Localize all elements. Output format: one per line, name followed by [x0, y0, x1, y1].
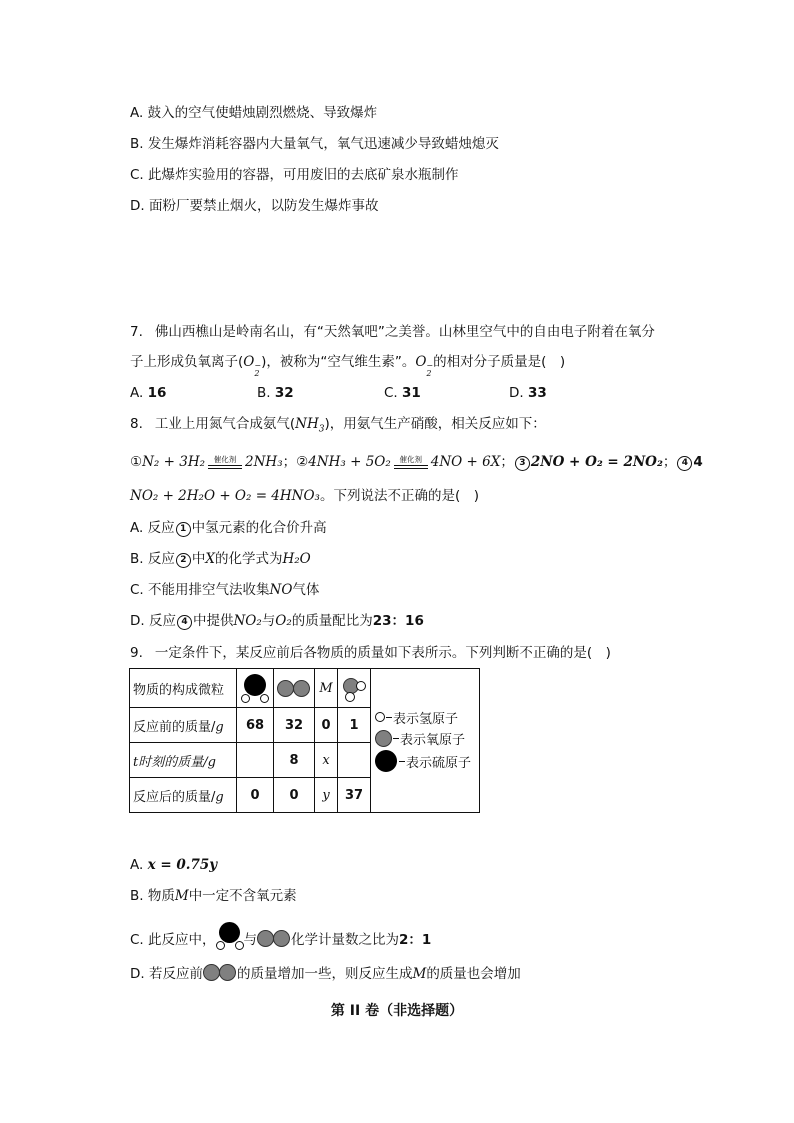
q9-option-d-text1: D. 若反应前	[130, 966, 203, 982]
q8-stem-line3	[130, 486, 479, 506]
section-title: 第 II 卷（非选择题）	[330, 1003, 464, 1019]
q8-option-a	[130, 518, 327, 538]
oxygen-atom-icon	[375, 730, 392, 747]
q7-text2b: )，被称为“空气维生素”。	[261, 354, 416, 370]
q8-reaction3-number: 3	[515, 456, 530, 471]
q8-option-b-formula: H₂O	[282, 551, 311, 567]
q7-ion-sub-2: 2	[426, 369, 432, 378]
q8-equals-sign-2	[394, 465, 428, 469]
q7-option-b-value: 32	[274, 385, 294, 401]
q8-nh3	[295, 416, 325, 435]
q7-option-d-letter: D.	[509, 385, 524, 401]
q8-option-b-text1: B. 反应	[130, 551, 175, 567]
q9-option-b	[130, 886, 297, 906]
q9-cell	[338, 743, 371, 778]
o2-molecule-icon	[203, 963, 237, 981]
q8-option-d-text2: 中提供	[192, 613, 234, 629]
q9-row-t-var: t时刻的质量/	[133, 754, 208, 770]
q8-reaction3: 2NO + O₂ = 2NO₂	[530, 454, 663, 470]
q8-option-d-text3: 与	[261, 613, 276, 629]
q9-cell-y: y	[315, 778, 338, 813]
q8-reactions-line	[130, 452, 703, 472]
q9-mass-table	[129, 668, 480, 813]
legend-sulfur-label: 表示硫原子	[406, 756, 472, 771]
q9-o2-molecule-cell	[274, 669, 315, 708]
q7-option-a-value: 16	[147, 385, 167, 401]
legend-dash	[386, 717, 392, 718]
q9-option-a-letter: A.	[130, 857, 144, 873]
oxygen-atom-icon	[219, 964, 236, 981]
q9-row-unit: g	[215, 719, 224, 735]
q7-option-a	[130, 383, 257, 403]
q9-legend-cell	[371, 669, 480, 813]
q9-cell: 68	[237, 708, 274, 743]
q7-stem-line2	[130, 352, 565, 378]
q8-option-c-formula: NO	[269, 582, 293, 598]
q9-row-label	[130, 778, 237, 813]
q7-ion-symbol: O	[243, 354, 255, 370]
q8-reaction1-number: ①	[130, 454, 143, 470]
q7-option-b-letter: B.	[257, 385, 271, 401]
q9-option-c	[130, 922, 431, 952]
q9-option-c-text3: 化学计量数之比为	[291, 932, 400, 948]
q8-option-d-text1: D. 反应	[130, 613, 176, 629]
q7-text2a: 子上形成负氧离子(	[130, 354, 244, 370]
q9-cell: 1	[338, 708, 371, 743]
q8-number: 8.	[130, 416, 143, 432]
q8-sep-1: ；	[282, 454, 297, 470]
oxygen-atom-icon	[257, 930, 274, 947]
q6-option-c: C. 此爆炸实验用的容器，可用废旧的去底矿泉水瓶制作	[130, 167, 459, 183]
q9-cell: 32	[274, 708, 315, 743]
q9-h2o-molecule-cell	[338, 669, 371, 708]
legend-sulfur	[375, 749, 475, 775]
q8-catalyst-label-1: 催化剂	[213, 454, 237, 464]
q8-reaction1-condition	[208, 456, 242, 469]
q8-option-c	[130, 580, 319, 600]
legend-oxygen	[375, 728, 475, 749]
o2-molecule-icon	[277, 679, 311, 697]
q8-option-a-text2: 中氢元素的化合价升高	[191, 520, 327, 536]
q9-cell-x: x	[315, 743, 338, 778]
q9-h2s-molecule-cell	[237, 669, 274, 708]
q9-option-c-text2: 与	[243, 932, 258, 948]
q8-sep-3: ；	[662, 454, 677, 470]
q8-option-b-text2: 中	[191, 551, 206, 567]
q9-option-d-text2: 的质量增加一些，则反应生成	[236, 966, 413, 982]
q7-option-c-value: 31	[402, 385, 421, 401]
q8-option-a-num: 1	[176, 522, 191, 537]
q7-options	[130, 383, 547, 403]
q9-row-label	[130, 708, 237, 743]
q8-option-d-ratio: 23：16	[372, 613, 424, 629]
q8-option-d-formula1: NO₂	[233, 613, 262, 629]
oxygen-ball	[375, 730, 392, 747]
q6-option-d: D. 面粉厂要禁止烟火，以防发生爆炸事故	[130, 198, 379, 214]
q9-header-label: 物质的构成微粒	[130, 669, 237, 708]
q8-reaction2-products: 4NO + 6X	[430, 454, 501, 470]
hydrogen-atom-icon	[241, 694, 250, 703]
q8-option-b-text3: 的化学式为	[214, 551, 283, 567]
q9-cell: 0	[315, 708, 338, 743]
table-row-header	[130, 669, 480, 708]
sulfur-atom-icon	[219, 922, 240, 943]
h2s-molecule-icon	[216, 922, 244, 950]
q7-number: 7.	[130, 324, 143, 340]
q8-option-b-num: 2	[176, 553, 191, 568]
oxygen-atom-icon	[203, 964, 220, 981]
q7-ion-sup-2: −	[426, 361, 434, 370]
sulfur-atom-icon	[244, 674, 266, 696]
q8-reaction2-reactants: 4NH₃ + 5O₂	[308, 454, 391, 470]
q8-option-b-x: X	[205, 551, 215, 567]
q6-option-a: A. 鼓入的空气使蜡烛剧烈燃烧、导致爆炸	[130, 105, 378, 121]
q8-option-d-text4: 的质量配比为	[291, 613, 373, 629]
q9-option-b-m: M	[174, 888, 189, 904]
q7-text1: 佛山西樵山是岭南名山，有“天然氧吧”之美誉。山林里空气中的自由电子附着在氧分	[154, 324, 655, 340]
q9-row-unit: g	[215, 789, 224, 805]
q8-text1a: 工业上用氮气合成氨气(	[154, 416, 296, 432]
legend-oxygen-label: 表示氧原子	[400, 732, 466, 748]
q9-m-header: M	[315, 669, 338, 708]
q8-catalyst-label-2: 催化剂	[399, 454, 423, 464]
q7-ion-symbol-2: O	[415, 354, 427, 370]
legend-hydrogen	[375, 707, 475, 728]
q7-ion-sub: 2	[254, 369, 260, 378]
legend-dash	[393, 738, 399, 739]
hydrogen-atom-icon	[356, 681, 366, 691]
q8-nh3-sub: 3	[318, 424, 325, 435]
q9-cell: 37	[338, 778, 371, 813]
q7-ion-sup: −	[254, 361, 262, 370]
q7-option-a-letter: A.	[130, 385, 144, 401]
q9-number: 9.	[130, 645, 143, 661]
q8-reaction4-number: 4	[677, 456, 692, 471]
hydrogen-atom-icon	[216, 941, 225, 950]
q8-option-c-text2: 气体	[292, 582, 320, 598]
q9-row-label	[130, 743, 237, 778]
q7-option-d	[509, 383, 547, 403]
q7-option-c-letter: C.	[384, 385, 398, 401]
hydrogen-ball	[375, 712, 385, 722]
q9-option-d-text3: 的质量也会增加	[426, 966, 521, 982]
q7-ion-formula	[243, 354, 262, 378]
q8-option-d-num: 4	[177, 615, 192, 630]
h2o-molecule-icon	[341, 675, 367, 701]
oxygen-atom-icon	[293, 680, 310, 697]
q8-equals-sign-1	[208, 465, 242, 469]
q8-option-d	[130, 611, 424, 631]
q8-text3b: 。下列说法不正确的是( )	[319, 488, 479, 504]
q9-row-unit: g	[207, 754, 216, 770]
q9-option-d-m: M	[412, 966, 427, 982]
hydrogen-atom-icon	[260, 694, 269, 703]
q9-cell: 8	[274, 743, 315, 778]
q8-reaction1-products: 2NH₃	[245, 454, 283, 470]
sulfur-ball	[375, 750, 397, 772]
q7-option-c	[384, 383, 509, 403]
q9-option-a	[130, 855, 217, 875]
q7-option-b	[257, 383, 384, 403]
sulfur-atom-icon	[375, 750, 398, 773]
q8-reaction2-condition	[394, 456, 428, 469]
q9-option-b-text1: B. 物质	[130, 888, 175, 904]
q9-option-c-ratio: 2：1	[399, 932, 432, 948]
q8-stem-line1	[130, 414, 546, 440]
q9-stem	[130, 643, 611, 663]
q9-cell: 0	[274, 778, 315, 813]
oxygen-atom-icon	[273, 930, 290, 947]
hydrogen-atom-icon	[235, 941, 244, 950]
q9-row-label-text: 反应后的质量/	[133, 789, 216, 805]
hydrogen-atom-icon	[345, 692, 355, 702]
q8-nh3-main: NH	[295, 416, 319, 432]
q9-row-label-text: 反应前的质量/	[133, 719, 216, 735]
q8-text1b: )，用氨气生产硝酸，相关反应如下：	[324, 416, 546, 432]
q7-stem-line1	[130, 322, 655, 342]
q8-reaction4-coef: 4	[693, 454, 703, 470]
hydrogen-atom-icon	[375, 712, 385, 722]
q8-reaction1-reactants: N₂ + 3H₂	[142, 454, 206, 470]
oxygen-atom-icon	[277, 680, 294, 697]
legend-hydrogen-label: 表示氢原子	[393, 711, 459, 727]
q9-stem-text: 一定条件下，某反应前后各物质的质量如下表所示。下列判断不正确的是( )	[154, 645, 611, 661]
q9-cell	[237, 743, 274, 778]
q9-cell: 0	[237, 778, 274, 813]
q7-text2c: 的相对分子质量是( )	[433, 354, 566, 370]
q6-option-b: B. 发生爆炸消耗容器内大量氧气，氧气迅速减少导致蜡烛熄灭	[130, 136, 499, 152]
q9-option-a-formula: x = 0.75y	[147, 857, 218, 873]
q7-option-d-value: 33	[527, 385, 547, 401]
q8-option-b	[130, 549, 311, 569]
q8-option-c-text1: C. 不能用排空气法收集	[130, 582, 270, 598]
q8-reaction4: NO₂ + 2H₂O + O₂ = 4HNO₃	[130, 488, 320, 504]
q8-sep-2: ；	[500, 454, 514, 470]
o2-molecule-icon	[257, 929, 291, 947]
q8-option-a-text1: A. 反应	[130, 520, 175, 536]
q8-option-d-formula2: O₂	[275, 613, 292, 629]
h2s-molecule-icon	[240, 673, 270, 703]
q7-ion-formula-2	[415, 354, 434, 378]
q9-option-c-text1: C. 此反应中，	[130, 932, 216, 948]
legend-dash	[399, 761, 405, 762]
q8-reaction2-number: ②	[296, 454, 309, 470]
q9-option-d	[130, 963, 521, 984]
q9-option-b-text2: 中一定不含氧元素	[188, 888, 297, 904]
